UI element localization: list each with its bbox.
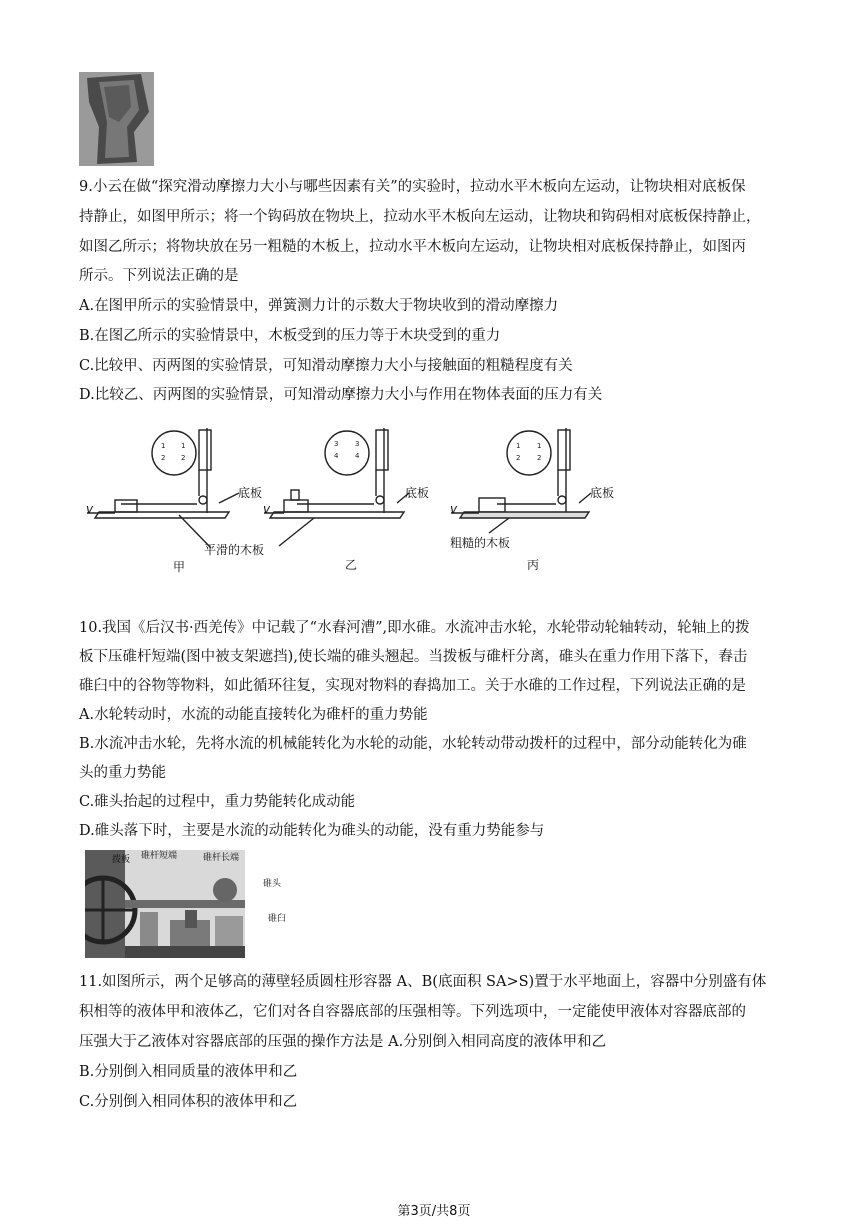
- q11-option-c: C.分别倒入相同体积的液体甲和乙: [79, 1094, 298, 1110]
- q9-line-1: 9.小云在做“探究滑动摩擦力大小与哪些因素有关”的实验时，拉动水平木板向左运动，让物块相对底板保: [79, 179, 746, 195]
- q10-label-mortar: 碓臼: [268, 914, 287, 924]
- q9-base-label-2: 底板: [405, 486, 430, 500]
- q10-line-3: 碓臼中的谷物等物料，如此循环往复，实现对物料的舂捣加工。关于水碓的工作过程，下列说法正确的是: [79, 678, 746, 694]
- q9-velocity-label-2: v: [263, 502, 271, 516]
- svg-text:4: 4: [334, 452, 339, 460]
- svg-text:1: 1: [161, 442, 166, 450]
- svg-text:4: 4: [355, 452, 360, 460]
- q11-line-2: 积相等的液体甲和液体乙，它们对各自容器底部的压强相等。下列选项中，一定能使甲液体对容器底部的: [79, 1004, 746, 1020]
- svg-text:2: 2: [537, 454, 542, 462]
- q9-option-c: C.比较甲、丙两图的实验情景，可知滑动摩擦力大小与接触面的粗糙程度有关: [79, 358, 573, 374]
- q9-rough-board-label: 粗糙的木板: [450, 536, 511, 550]
- q9-base-label-3: 底板: [590, 486, 615, 500]
- q10-option-d: D.碓头落下时，主要是水流的动能转化为碓头的动能，没有重力势能参与: [79, 823, 545, 839]
- q10-line-2: 板下压碓杆短端(图中被支架遮挡),使长端的碓头翘起。当拨板与碓杆分离，碓头在重力作用下落下，舂击: [79, 649, 748, 665]
- q10-water-mill-photo: [85, 850, 245, 958]
- q10-option-b-1: B.水流冲击水轮，先将水流的机械能转化为水轮的动能，水轮转动带动拨杆的过程中，部分动能转化为碓: [79, 736, 747, 752]
- q11-line-3: 压强大于乙液体对容器底部的压强的操作方法是 A.分别倒入相同高度的液体甲和乙: [79, 1034, 607, 1050]
- q9-base-label-1: 底板: [238, 486, 263, 500]
- page-footer: 第3页/共8页: [397, 1204, 471, 1219]
- q9-caption-jia: 甲: [173, 560, 186, 574]
- svg-text:1: 1: [516, 442, 521, 450]
- q9-option-a: A.在图甲所示的实验情景中，弹簧测力计的示数大于物块收到的滑动摩擦力: [79, 298, 559, 314]
- svg-text:1: 1: [537, 442, 542, 450]
- q9-option-b: B.在图乙所示的实验情景中，木板受到的压力等于木块受到的重力: [79, 328, 501, 344]
- q10-label-pestle-head: 碓头: [263, 879, 282, 889]
- q9-velocity-label-3: v: [450, 502, 458, 516]
- q10-line-1: 10.我国《后汉书·西羌传》中记载了“水舂河漕”,即水碓。水流冲击水轮，水轮带动轮轴转动，轮轴上的拨: [79, 620, 750, 636]
- svg-text:2: 2: [161, 454, 166, 462]
- q9-line-3: 如图乙所示；将物块放在另一粗糙的木板上，拉动水平木板向左运动，让物块相对底板保持静止，如图丙: [79, 239, 746, 255]
- q9-caption-bing: 丙: [527, 558, 540, 572]
- svg-text:2: 2: [516, 454, 521, 462]
- svg-text:2: 2: [181, 454, 186, 462]
- q10-label-paddle: 拨板: [112, 855, 131, 865]
- svg-text:3: 3: [334, 440, 339, 448]
- q9-line-4: 所示。下列说法正确的是: [79, 268, 239, 284]
- q9-smooth-board-label: 平滑的木板: [204, 543, 265, 557]
- q9-friction-figure: [79, 418, 609, 576]
- svg-text:3: 3: [355, 440, 360, 448]
- q11-option-b: B.分别倒入相同质量的液体甲和乙: [79, 1064, 298, 1080]
- q9-velocity-label-1: v: [86, 502, 94, 516]
- q9-option-d: D.比较乙、丙两图的实验情景，可知滑动摩擦力大小与作用在物体表面的压力有关: [79, 387, 603, 403]
- q9-line-2: 持静止，如图甲所示；将一个钩码放在物块上，拉动水平木板向左运动，让物块和钩码相对底板保持静止，: [79, 209, 761, 225]
- top-photo: [79, 72, 154, 166]
- q10-option-c: C.碓头抬起的过程中，重力势能转化成动能: [79, 794, 356, 810]
- q10-label-short-end: 碓杆短端: [141, 851, 178, 861]
- q11-line-1: 11.如图所示，两个足够高的薄壁轻质圆柱形容器 A、B(底面积 SA>S)置于水平地面上，容器中分别盛有体: [79, 974, 767, 990]
- q10-label-long-end: 碓杆长端: [203, 853, 240, 863]
- q10-option-b-2: 头的重力势能: [79, 765, 166, 781]
- q9-caption-yi: 乙: [345, 558, 358, 572]
- q10-option-a: A.水轮转动时，水流的动能直接转化为碓杆的重力势能: [79, 707, 428, 723]
- svg-text:1: 1: [181, 442, 186, 450]
